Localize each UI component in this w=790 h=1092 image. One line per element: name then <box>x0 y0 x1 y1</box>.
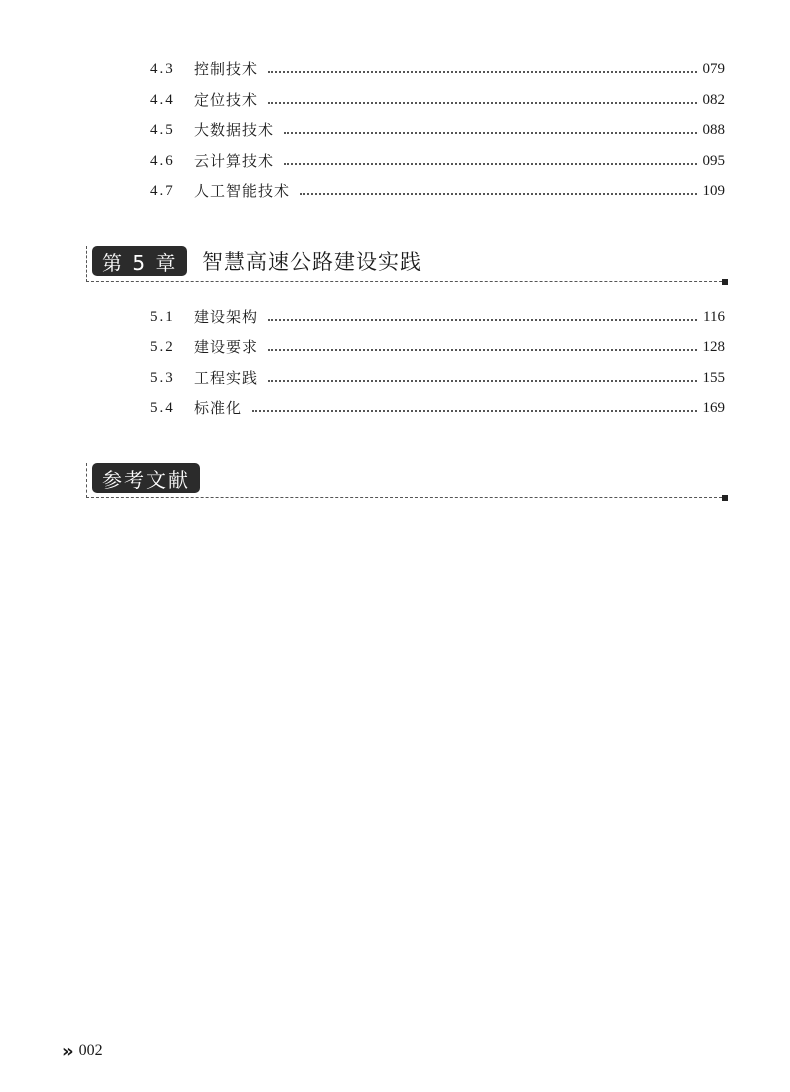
dashed-border-left <box>86 246 87 282</box>
toc-entry-4-7[interactable] <box>150 180 725 202</box>
section-number: 5.2 <box>150 339 175 355</box>
section-page: 082 <box>702 92 725 108</box>
section-title: 标准化 <box>194 399 243 417</box>
toc-entry-4-6[interactable] <box>150 150 725 172</box>
section-page: 109 <box>702 183 725 199</box>
chapter-badge: 第 5 章 <box>92 246 187 276</box>
section-title: 大数据技术 <box>194 121 275 139</box>
section-number: 4.6 <box>150 153 175 169</box>
double-chevron-icon: » <box>62 1040 71 1062</box>
toc-entry-4-4[interactable] <box>150 89 725 111</box>
page-number: 002 <box>78 1042 103 1059</box>
section-page: 128 <box>702 339 725 355</box>
dot-leader <box>268 349 696 351</box>
border-end-marker <box>722 495 728 501</box>
dot-leader <box>300 193 696 195</box>
references-heading[interactable] <box>86 463 728 498</box>
dot-leader <box>268 71 696 73</box>
dashed-border-left <box>86 463 87 498</box>
dashed-border-bottom <box>86 497 722 498</box>
border-end-marker <box>722 279 728 285</box>
section-number: 4.7 <box>150 183 175 199</box>
section-title: 控制技术 <box>194 60 259 78</box>
section-title: 人工智能技术 <box>194 182 291 200</box>
section-page: 079 <box>702 61 725 77</box>
dashed-border-bottom <box>86 281 722 282</box>
page-footer <box>62 1040 103 1062</box>
section-page: 116 <box>703 309 725 325</box>
chapter-title: 智慧高速公路建设实践 <box>202 250 422 274</box>
section-page: 155 <box>702 370 725 386</box>
section-page: 095 <box>702 153 725 169</box>
section-number: 4.5 <box>150 122 175 138</box>
dot-leader <box>268 319 697 321</box>
section-number: 5.3 <box>150 370 175 386</box>
section-number: 4.4 <box>150 92 175 108</box>
section-title: 建设要求 <box>194 338 259 356</box>
toc-entry-4-5[interactable] <box>150 119 725 141</box>
dot-leader <box>284 163 696 165</box>
section-title: 定位技术 <box>194 91 259 109</box>
dot-leader <box>284 132 696 134</box>
section-number: 5.1 <box>150 309 175 325</box>
toc-entry-5-2[interactable] <box>150 336 725 358</box>
toc-entry-5-3[interactable] <box>150 367 725 389</box>
toc-entry-5-4[interactable] <box>150 397 725 419</box>
section-title: 云计算技术 <box>194 152 275 170</box>
dot-leader <box>268 102 696 104</box>
section-page: 088 <box>702 122 725 138</box>
section-number: 4.3 <box>150 61 175 77</box>
section-title: 工程实践 <box>194 369 259 387</box>
section-page: 169 <box>702 400 725 416</box>
toc-entry-5-1[interactable] <box>150 306 725 328</box>
section-title: 建设架构 <box>194 308 259 326</box>
references-badge: 参考文献 <box>92 463 200 493</box>
chapter-5-heading[interactable] <box>86 246 728 282</box>
toc-entry-4-3[interactable] <box>150 58 725 80</box>
section-number: 5.4 <box>150 400 175 416</box>
dot-leader <box>268 380 696 382</box>
dot-leader <box>252 410 696 412</box>
